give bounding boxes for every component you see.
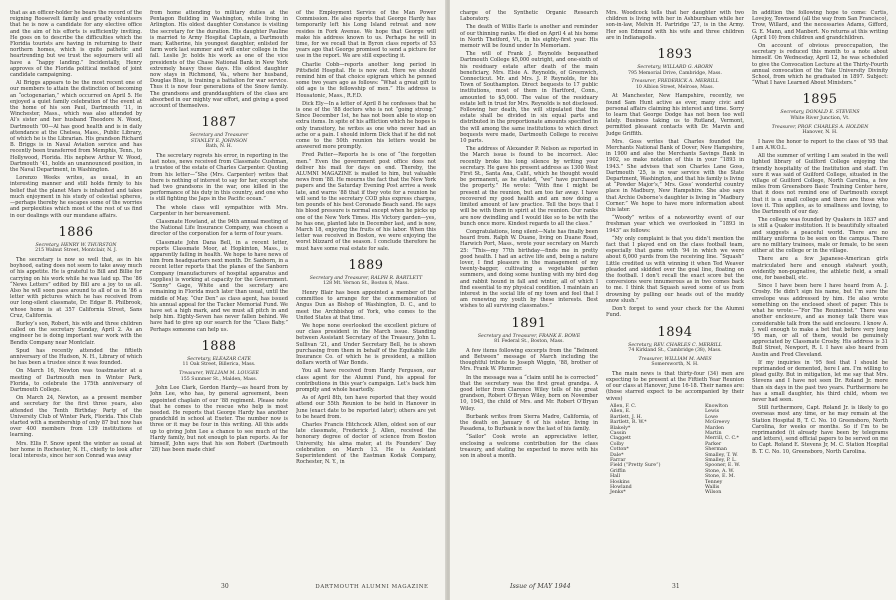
reunion-name: Parker (704, 441, 722, 447)
paragraph: Mrs. Woodcock tells that her daughter with two children is living with her in Ashburnham while her son-in-law, Melvin H. Partridge ’27, is in the Army. Her son Edmund with his wife and three children are in Indianapolis. (606, 10, 744, 41)
paragraph: Mrs. Goss writes that Charles founded the Merchants National Bank of Dover, New Hampshire, in 1900 and also the Merchants Savings Bank in 1902, so make notation of this in your “1893 in 1943.” She advises that son Charles Lane Goss, Dartmouth ’25, is in war service with the State Department, Washington, and that his family is living at “Powder Major’s,” Mrs. Goss’ wonderful country place in Madbury, New Hampshire. She also says that Archie Osborne’s daughter is living in “Madbury Corner.” We hope to have more information about this later. (606, 138, 744, 214)
reunion-name: Allen, F. C. (610, 403, 637, 409)
reunion-name: Smalley, P. L. (704, 457, 737, 463)
paragraph: You all have received from Hardy Ferguson, our class agent for the Alumni Fund, his appeal for contributions in this year’s campaign. Let’s back him promptly and whole heartedly. (296, 368, 436, 393)
paragraph: The death of Willis Earle is another and reminder of our thinning ranks. He died on April 4 at his home in North Thetford, Vt., in his eighty-first year. His memoir will be found under In Memoriam. (460, 24, 598, 50)
paragraph: Classmate Howland, at the 94th annual meeting of the National Life Insurance Company, was chosen a director of the corporation for a term of four years. (150, 219, 288, 238)
issue-label: Issue of MAY 1944 (510, 582, 571, 590)
reunion-name: Jenks* (610, 490, 626, 496)
class-year-heading: 1888 (201, 338, 237, 354)
treasurer-address: Somersworth, N. H. (651, 362, 699, 368)
secretary-address: 81 Federal St., Boston, Mass. (494, 339, 564, 345)
paragraph: Dick Ely—In a letter of April 8 he confesses that he is one of the ’88 doctors who is not “going strong.” Since December 1st, he has not been able to stop on extra items. In spite of his affliction which he hopes is only transitory, he writes as one who never had an ache or a pain. I should inform Dick that if he did not come to the 50th reunion his letters would be answered more promptly. (296, 100, 436, 151)
reunion-name: Cotton* (610, 447, 629, 453)
left-column-1 (10, 10, 142, 461)
class-year-heading: 1895 (802, 92, 838, 108)
paragraph: Since I have been here I have heard from A. J. Crosby. He didn’t sign his name, but I’m sure the envelope was addressed by him. He also wrote something on the enclosed sheet of paper. This is what he wrote:—“For The Reunionist.” There was another enclosure, and as money talk there was considerable talk from the said enclosure. I know A. J. well enough to make a bet that before very long ’95 man, or all of them, would be genuinely appreciated by Classmate Crosby. His address is 31 Bull Street, Newport, R. I. I have also heard from Austin and Fred Cleveland. (752, 283, 888, 358)
secretary-address: 128 Mt. Vernon St., Boston 8, Mass. (323, 281, 409, 287)
reunion-name: Colby (610, 441, 624, 447)
paragraph: The address of Alexander P. Nelson as reported in the March issue is found to be incorrect. Alec recently broke his long silence by writing your secretary. He gave his present address as 1300 West First St., Santa Ana, Calif., which he thought would be permanent, as he stated, “we” have purchased the property.” He wrote: “With fine I might be present at the reunion, but am too far away. I have recovered my good health and am now doing a limited amount of law practice. Tell the boys that I will be with them in spirit at the reunion. Our ranks are now dwindling and I would like so to be with the bunch once more. Kindest regards to all the class.” (460, 146, 598, 227)
magazine-title: DARTMOUTH ALUMNI MAGAZINE (315, 584, 429, 590)
paragraph: There are a few Japanese-American girls matriculated here and enough stalwart youth, evidently non-pugnative, the athletic field, a small one, for baseball, etc. (752, 256, 888, 282)
reunion-names-list (610, 404, 740, 496)
paragraph: In the message was a “claim until he is corrected” that the secretary was the first great grandpa. A good letter from Clarence Wiley tells of his great grandson, Robert O’Bryan Wiley, born on November 10, 1943, the child of Mrs. and Mr. Robert O’Bryan Wiley. (460, 374, 598, 412)
treasurer-address: 10 Albion Street, Melrose, Mass. (635, 84, 715, 90)
reunion-name: Cassin (610, 430, 627, 436)
paragraph: I have the honor to report to the class of ’95 that I am A.W.O.L. (752, 138, 888, 152)
secretary-line: Secretary, HENRY W. THURSTON (35, 242, 117, 248)
left-column-2 (150, 10, 288, 455)
treasurer-address: Hanover, N. H. (802, 130, 838, 136)
class-year-heading: 1894 (657, 324, 693, 340)
paragraph: that as an officer-holder he bears the record of the reigning Roosevelt family and greatly volunteers that he is now a candidate for any elective office and the aim of his efforts is sufficiently inviting. He goes on to describe the difficulties which the Floridia tourists are having in returning to their northern homes, which is quite pathetic and heartrending but we trust the sojourners will all have a “happy landing.” Incidentally, Henry approves of the Florida political method of joint candidate campaigning. (10, 10, 142, 79)
paragraph: from home attending to military duties at the Pentagon Building in Washington, while living in Arlington. His oldest daughter Constance is visiting the secretary for the duration. His daughter Pauline is married to Army Hospital Captain, a Dartmouth man; Katherine, his youngest daughter, enlisted for farm work last summer and will enter college in the fall. Leslie Jr. holds his work as one of the vice presidents of the Chase National Bank in New York extremely heavy these days. His oldest daughter now stays in Richmond, Va., where her husband, Douglas Blue, is training a battalion for war service. Thus it is now four generations of the Snow family. The grandsons and granddaughters of the class are absorbed in our mighty war effort, and giving a good account of themselves. (150, 10, 288, 110)
secretary-line: Secretary, DONALD E. STEVENS (780, 110, 860, 116)
treasurer-line: Treasurer, FREDERICK A. MERRILL (631, 79, 719, 85)
reunion-name: Hall (610, 474, 621, 480)
reunion-name: Martin (704, 430, 722, 436)
paragraph: Al Briggs appears to be the most recent one of our members to attain the distinction of becoming an “octogenarian,” which occurred on April 5. He enjoyed a quiet family celebration of the event at the home of his son Paul, Dartmouth ’11, in Winchester, Mass., which was also attended by Al’s sister and her husband Theodore N. Wood, Dartmouth ’00—Al has good health and is in daily attendance at the Chelsea, Mass., Public Library, of which he is the Librarian. His grandson Richard B. Briggs is in Naval Aviation service and has recently been transferred from Memphis, Tenn., to Hollywood, Florida. His nephew Arthur W. Wood, Dartmouth ’41, holds an unannounced position, in the Naval Department, in Washington. (10, 80, 142, 174)
secretary-address: 215 Walnut Street, Montclair, N. J. (35, 248, 117, 254)
treasurer-line: Treasurer, WILLIAM M. LOUGEE (179, 370, 259, 376)
secretary-line: Secretary, WILLARD G. ABORN (637, 65, 713, 71)
reunion-name: McGreevy (704, 420, 730, 426)
treasurer-line: Treasurer, PROF. CHARLES A. HOLDEN (771, 124, 869, 130)
secretary-name: STANLEY E. JOHNSON (190, 138, 248, 144)
reunion-name: Field (“Pretty Sure”) (610, 463, 661, 469)
paragraph: of the Employment Service of the Man Power Commission. He also reports that George Hardy has temporarily left his Long Island retreat and now resides in Fork Avenue. We hope that George will make his address known to us. Perhaps he will in time, for we recall that in Byron class reports of 53 years ago that George promised to send a picture for use in the report. We are still expecting it. (296, 10, 436, 60)
reunion-name: Stone, A. W. (704, 468, 735, 474)
secretary-line: Secretary, ELEAZAR CATE (187, 356, 251, 362)
class-year-heading: 1893 (657, 47, 693, 63)
reunion-name: Merrill, C. C.* (704, 436, 739, 442)
paragraph: If my inquiries in ’95 feel that I should be reprimanded or demented, here I am. I’m willing to plead guilty. But in mitigation, let me say that Mrs. Stevens and I have not seen Dr. Roland Jr. more than six days in the past two years. Furthermore he has a small daughter, his third child, whom we never had seen. (752, 359, 888, 403)
secretary-line: Secretary, REV. CHARLES C. MERRILL (628, 342, 722, 348)
paragraph: The secretary is now so well that, as in his boyhood, eating does not seem to take away much of his appetite. He is grateful to Bill and Billie for carrying on his work while he was laid up. The ’86 “News Letters” edited by Bill are a joy to us all. Also he will soon pass around to all of us in ’86 a letter with pictures which he has received from our long-silent classmate, Dr. Edgar B. Philbrook, whose home is at 357 California Street, Sans Cruz, California. (10, 256, 142, 319)
paragraph: The college was founded by Quakers in 1837 and is still a Quaker institution. It is beautifully situated and suggests a peaceful world. There are no military uniforms to be seen on the campus. There are no military trainees, male or female, to be seen either at the college or in the village. (752, 217, 888, 255)
paragraph: Still furthermore, Capt. Roland Jr. is likely to go overseas most any time, or he may remain at the Station Hospital B, T. C. No. 10 Greensboro, North Carolina, for weeks or months. So if I’m to be reprimanded (it already have been by telegrams and letters), send official papers to be served on me to Capt. Roland E. Stevens Jr, M. C. Station Hospital B. T. C. No. 10, Greensboro, North Carolina. (752, 405, 888, 455)
class-year-heading: 1891 (511, 315, 547, 331)
paragraph: Classmate John Dana Bell, in a recent letter, reports Classmate Moor, at Hopkinton, Mass., is apparently failing in health. We hope to have news of him from headquarters next month. Dr. Sanborn, in a recent letter reports that the planes of the Sanborn Company (manufacturers of hospital apparatus and supplies) is working at capacity for the Government. “Sonny” Gage, White and the secretary are remaining in Florida much later than usual, until the middle of May. “Our Den” as class agent, has issued his annual appeal for the Tucker Memorial Fund. We have set a high mark, and we must all pitch in and help him. Eighty-Seven has never fallen behind. We have had to give up our search for the “Class Baby.” Perhaps someone can help us. (150, 239, 288, 333)
paragraph: Congratulations, long silent—Nate has finally been heard from. Ralph W. Duane, living on Duane Road, Harwich Port, Mass., wrote your secretary on March 25: “This—my 77th birthday—finds me in pretty good health. I had an active life and, being a nature lover, I find pleasure in the management of my twenty-bagger, cultivating a vegetable garden summers, and doing some hunting with my bird dog and rabbit hound in fall and winter, all of which I find essential to my physical condition. I maintain an interest in the social life of my town and feel that I am renewing my youth by these interests. Best wishes to all surviving classmates.” (460, 228, 598, 310)
secretary-line: Secretary and Treasurer (189, 133, 249, 139)
secretary-address: 74 Kirkland St., Cambridge (38), Mass. (628, 348, 722, 354)
reunion-name: Lewis (704, 409, 720, 415)
reunion-name: Farrar (610, 457, 626, 463)
page-number: 30 (221, 583, 229, 590)
right-column-3 (752, 10, 888, 457)
paragraph: “Sailor” Cook wrote an appreciative letter, enclosing a welcome contribution for the class treasury, and stating he expected to move with his son in about a month. (460, 434, 598, 459)
right-column-1 (460, 10, 598, 461)
paragraph: As of April 8th, ten have reported that they would attend our 55th Reunion to be held in Hanover in June (exact date to be reported later); others are yet to be heard from. (296, 395, 436, 420)
paragraph: On account of obvious preoccupation, the secretary is reduced this month to a note about himself. On Wednesday, April 12, he was scheduled to give the Convocation Lecture at the Thirty-Fourth annual convocation of the Yale University Divinity School, from which he graduated in 1897. Subject: “What I have Learned About Ministers.” (752, 43, 888, 87)
reunion-name: Dale* (610, 452, 624, 458)
secretary-line: Secretary and Treasurer, FRANK E. BOWE (477, 333, 581, 339)
reunion-name: Wallis (704, 484, 720, 490)
paragraph: Fred Patter—Reports he is one of “the forgotten men.” Even the government post office does not deliver his mail for days on end. Thereby, the ALUMNI MAGAZINE is mailed to him, but valuable news from ’88. He mourns the fact that the New York papers and the Saturday Evening Post arrive a week late, and warns ’88 that if they vote for a reunion he will send to the secretary COD plus express charges, ten pounds of his best Coronado Beach sand. He says his blood pressure is normal except when he picks up one of the New York Times. His Victory garden—yes, he has one, planted late in December last, and is now, March 18, enjoying the fruits of his labor. When this letter was received in Boston, we were enjoying the worst blizzard of the season. I conclude therefore he must have some real estate for sale. (296, 152, 436, 252)
names-column-left (610, 404, 660, 496)
reunion-name: Marden (704, 425, 725, 431)
paragraph: charge of the Synthetic Organic Research Laboratory. (460, 10, 598, 23)
paragraph: Don’t forget to send your check for the Alumni Fund. (606, 306, 744, 319)
paragraph: A few items following excerpts from the “Belmont and Between” message of March including the thoughtful tribute to Joseph Wiggin, ’88, brother of Mrs. Frank W. Plummer. (460, 347, 598, 373)
page-number: 31 (672, 583, 680, 590)
paragraph: All the summer of writing I am seated in the well lighted library of Guilford College enjoying the friendly hospitality of the Institution and staff. I’m sure it was said of Guilford College, situated in the village of Guilford College, North Carolina, a few miles from Greensboro Basic Training Center here, that it does not remind one of Dartmouth except that it is a small college and there are those who love it. This applies, as to smallness and loving, to the Dartmouth of our day. (752, 153, 888, 216)
secretary-address: 795 Memorial Drive, Cambridge, Mass. (628, 70, 722, 76)
reunion-name: Knowlton (704, 403, 729, 409)
paragraph: On March 24, Newton, as a present member and secretary for the first three years, also attended the Tenth Birthday Party of the University Club of Winter Park, Florida. This Club started with a membership of only 87 but now has over 400 members from 139 institutions of learning. (10, 395, 142, 439)
reunion-name: Hoskins (610, 479, 630, 485)
reunion-name: Allen, E. (610, 409, 631, 415)
reunion-name: Claggett (610, 436, 631, 442)
reunion-name: Griffin (610, 468, 626, 474)
paragraph: Henry Blair has been appointed a member of the committee to arrange for the commemoration of Angus Dun as Bishop of Washington, D. C., and to meet the Archbishop of York, who comes to the United States at that time. (296, 289, 436, 321)
reunion-name: Howland (610, 484, 632, 490)
paragraph: In addition the following hope to come: Curtis, Lovejoy, Townsend (all the way from San Francisco), Trow, Willard, and the necessaries Adams, Gifford, G. E. Mann, and Manbert. No returns at this writing (April 10) from children and grandchildren. (752, 10, 888, 41)
right-page (450, 0, 896, 600)
secretary-address: Bath, N. H. (205, 144, 233, 150)
paragraph: On March 16, Newton was toastmaster at a meeting of Dartmouth men in Winter Park, Florida, to celebrate the 175th anniversary of Dartmouth College. (10, 368, 142, 393)
paragraph: Burley’s son, Robert, his wife and three children called on the secretary Sunday, April 2. As an engineer he is doing important war work with the Bendix Company near Montclair. (10, 320, 142, 346)
reunion-name: Stone, E. M. (704, 474, 736, 480)
reunion-name: Spooner, E. W. (704, 463, 740, 469)
reunion-name: Blakely* (610, 425, 631, 431)
treasurer-address: 155 Summer St., Malden, Mass. (180, 376, 258, 382)
class-year-heading: 1889 (348, 257, 384, 273)
paragraph: Lorenzo Weeks writes, as usual, in an interesting manner and still holds firmly to his belief that the planet Mars is inhabited and takes much enjoyment in his study of celestial spheres,—perhaps thereby he escapes some of the worries and perplexities which most of the rest of us find in our dealings with our mundane affairs. (10, 175, 142, 219)
secretary-line: Secretary and Treasurer, RALPH R. BARTLETT (309, 275, 423, 281)
secretary-address: 11 Oak Street, Billerica, Mass. (182, 362, 256, 368)
left-column-3 (296, 10, 436, 467)
class-year-heading: 1886 (58, 224, 94, 240)
paragraph: At Manchester, New Hampshire, recently, we found Sam Hunt active as ever, many civic and personal affairs claiming his interest and time. Sorry to learn that George Dodge has not been too well lately. Business taking us to Rutland, Vermont, permitted pleasant contacts with Dr. Marvin and Judge Griffith. (606, 93, 744, 137)
paragraph: John Lee Clark, Gordon Hardy—as heard from by John Lee, who has, by general agreement, been appointed chaplain of our ’88 regiment. Please note that he comes to the rescue who help is most needed. He reports that George Hardy has another grandchild in school at Exeter. The number now is three or it may be four in this writing. All this adds up to giving John Lee a chance to see much of the Hardy family, but not enough to plan reports. As for himself, John says that his son Robert (Dartmouth ’28) has been made chief (150, 385, 288, 454)
names-column-right (705, 404, 740, 496)
paragraph: Spud has recently attended the fiftieth anniversary of the Hudson, N. H., Library of which he has been a trustee since it was founded. (10, 347, 142, 367)
reunion-name: Lowe (704, 414, 718, 420)
paragraph: Mrs. Ellis F. Snow spent the winter as usual at her home in Rochester, N. H., chiefly to look after local interests, since her son Conrad was away (10, 440, 142, 459)
reunion-name: Smalley, T. W. (704, 452, 738, 458)
paragraph: Charlie Cobb—reports another long period in Pittsfield Hospital. He is now out. Here we should remind him of that choice epigram which he penned some two years ago as follows: “What a great gift to old age is the fellowship of men.” His address is Housatonic, Mass., R.F.D. (296, 61, 436, 99)
paragraph: We hope none overlooked the excellent picture of our class president in the March issue. Standing between Assistant Secretary of the Treasury, John L. Sullivan ’21, and Under Secretary Bell, he is shown purchasing from them in behalf of the Equitable Life Insurance Co. of which he is president, a million dollars worth of War Bonds. (296, 322, 436, 367)
reunion-name: Tenney (704, 479, 723, 485)
reunion-name: Wilson (704, 490, 722, 496)
paragraph: “My only complaint is that you didn’t mention the fact that I played end on the class football team, especially that game with ’94 in which we were about 6,000 yards from the receiving line. “Squash” Little credited us with winning it when Ted Weaver pleaded and skidded over the goal line, floating on the football. I don’t recall the exact score but the conversions were innumerous as in two comes back to me. I think that Squash saved some of us from drowning by pulling our heads out of the muddy snow slush.” (606, 235, 744, 304)
paragraph: Charles Francis Hitchcock Allen, oldest son of our late classmate, Frederick J. Allen, received the honorary degree of doctor of science from Boston University, his alma mater, at its Founders’ Day celebration on March 13. He is Assistant Superintendent of the Eastman Kodak Company, Rochester, N. Y., in (296, 421, 436, 466)
reunion-name: Bartlett, J. H. (610, 414, 643, 420)
paragraph: The main news is that thirty-four (34) men are expecting to be present at the Fiftieth Year Reunion of our class at Hanover, June 16-18. Their names are: (those starred expect to be accompanied by their wives) (606, 370, 744, 402)
paragraph: The whole class will sympathize with Mrs. Carpenter in her bereavement. (150, 204, 288, 217)
secretary-address: White River Junction, Vt. (790, 116, 850, 122)
paragraph: The will of Frank J. Reynolds bequeathed Dartmouth College $5,000 outright, and one-sixth of his residuary estate after death of the main beneficiary, Mrs. Elsie A. Reynolds, of Greenwich, Connecticut. Mr. and Mrs. J. P. Reynolds, for his Town of Southampton. Direct bequests to 17 public institutions, most of them in Hartford, Conn., amounted to $5,000. The value of the residuary estate left in trust for Mrs. Reynolds is not disclosed. Following her death, the will stipulated that the estate shall be divided in six equal parts and distributed in the proportionate amounts specified in the will among the same institutions to which direct bequests were made, Dartmouth College to receive 10 parts. (460, 51, 598, 145)
paragraph: “Woody” writes of a noteworthy event of our freshman year which we overlooked in “1893 in 1943” as follows: (606, 215, 744, 234)
paragraph: Burbank writes from Sierra Madre, California, of the death on January 6 of his sister, living in Pasadena, to Burbank is now the last of his family. (460, 413, 598, 433)
right-column-2 (606, 10, 744, 499)
class-year-heading: 1887 (201, 115, 237, 131)
reunion-name: Sherman (704, 447, 727, 453)
left-page (0, 0, 446, 600)
paragraph: The secretary regrets his error, in reporting in the last notes, news received from Classmate Cushman, a trustee of the estate of Charles Carpenter. Quoting from his letter—“She (Mrs. Carpenter) writes that there is nothing of interest to say for her, except she had two grandsons in the war, one killed in the performance of his duty in this country, and one who is still fighting the Japs in the Pacific ocean.” (150, 153, 288, 203)
treasurer-line: Treasurer, WILLIAM M. AMES (638, 356, 712, 362)
reunion-name: Bartlett, R. W.* (610, 420, 647, 426)
